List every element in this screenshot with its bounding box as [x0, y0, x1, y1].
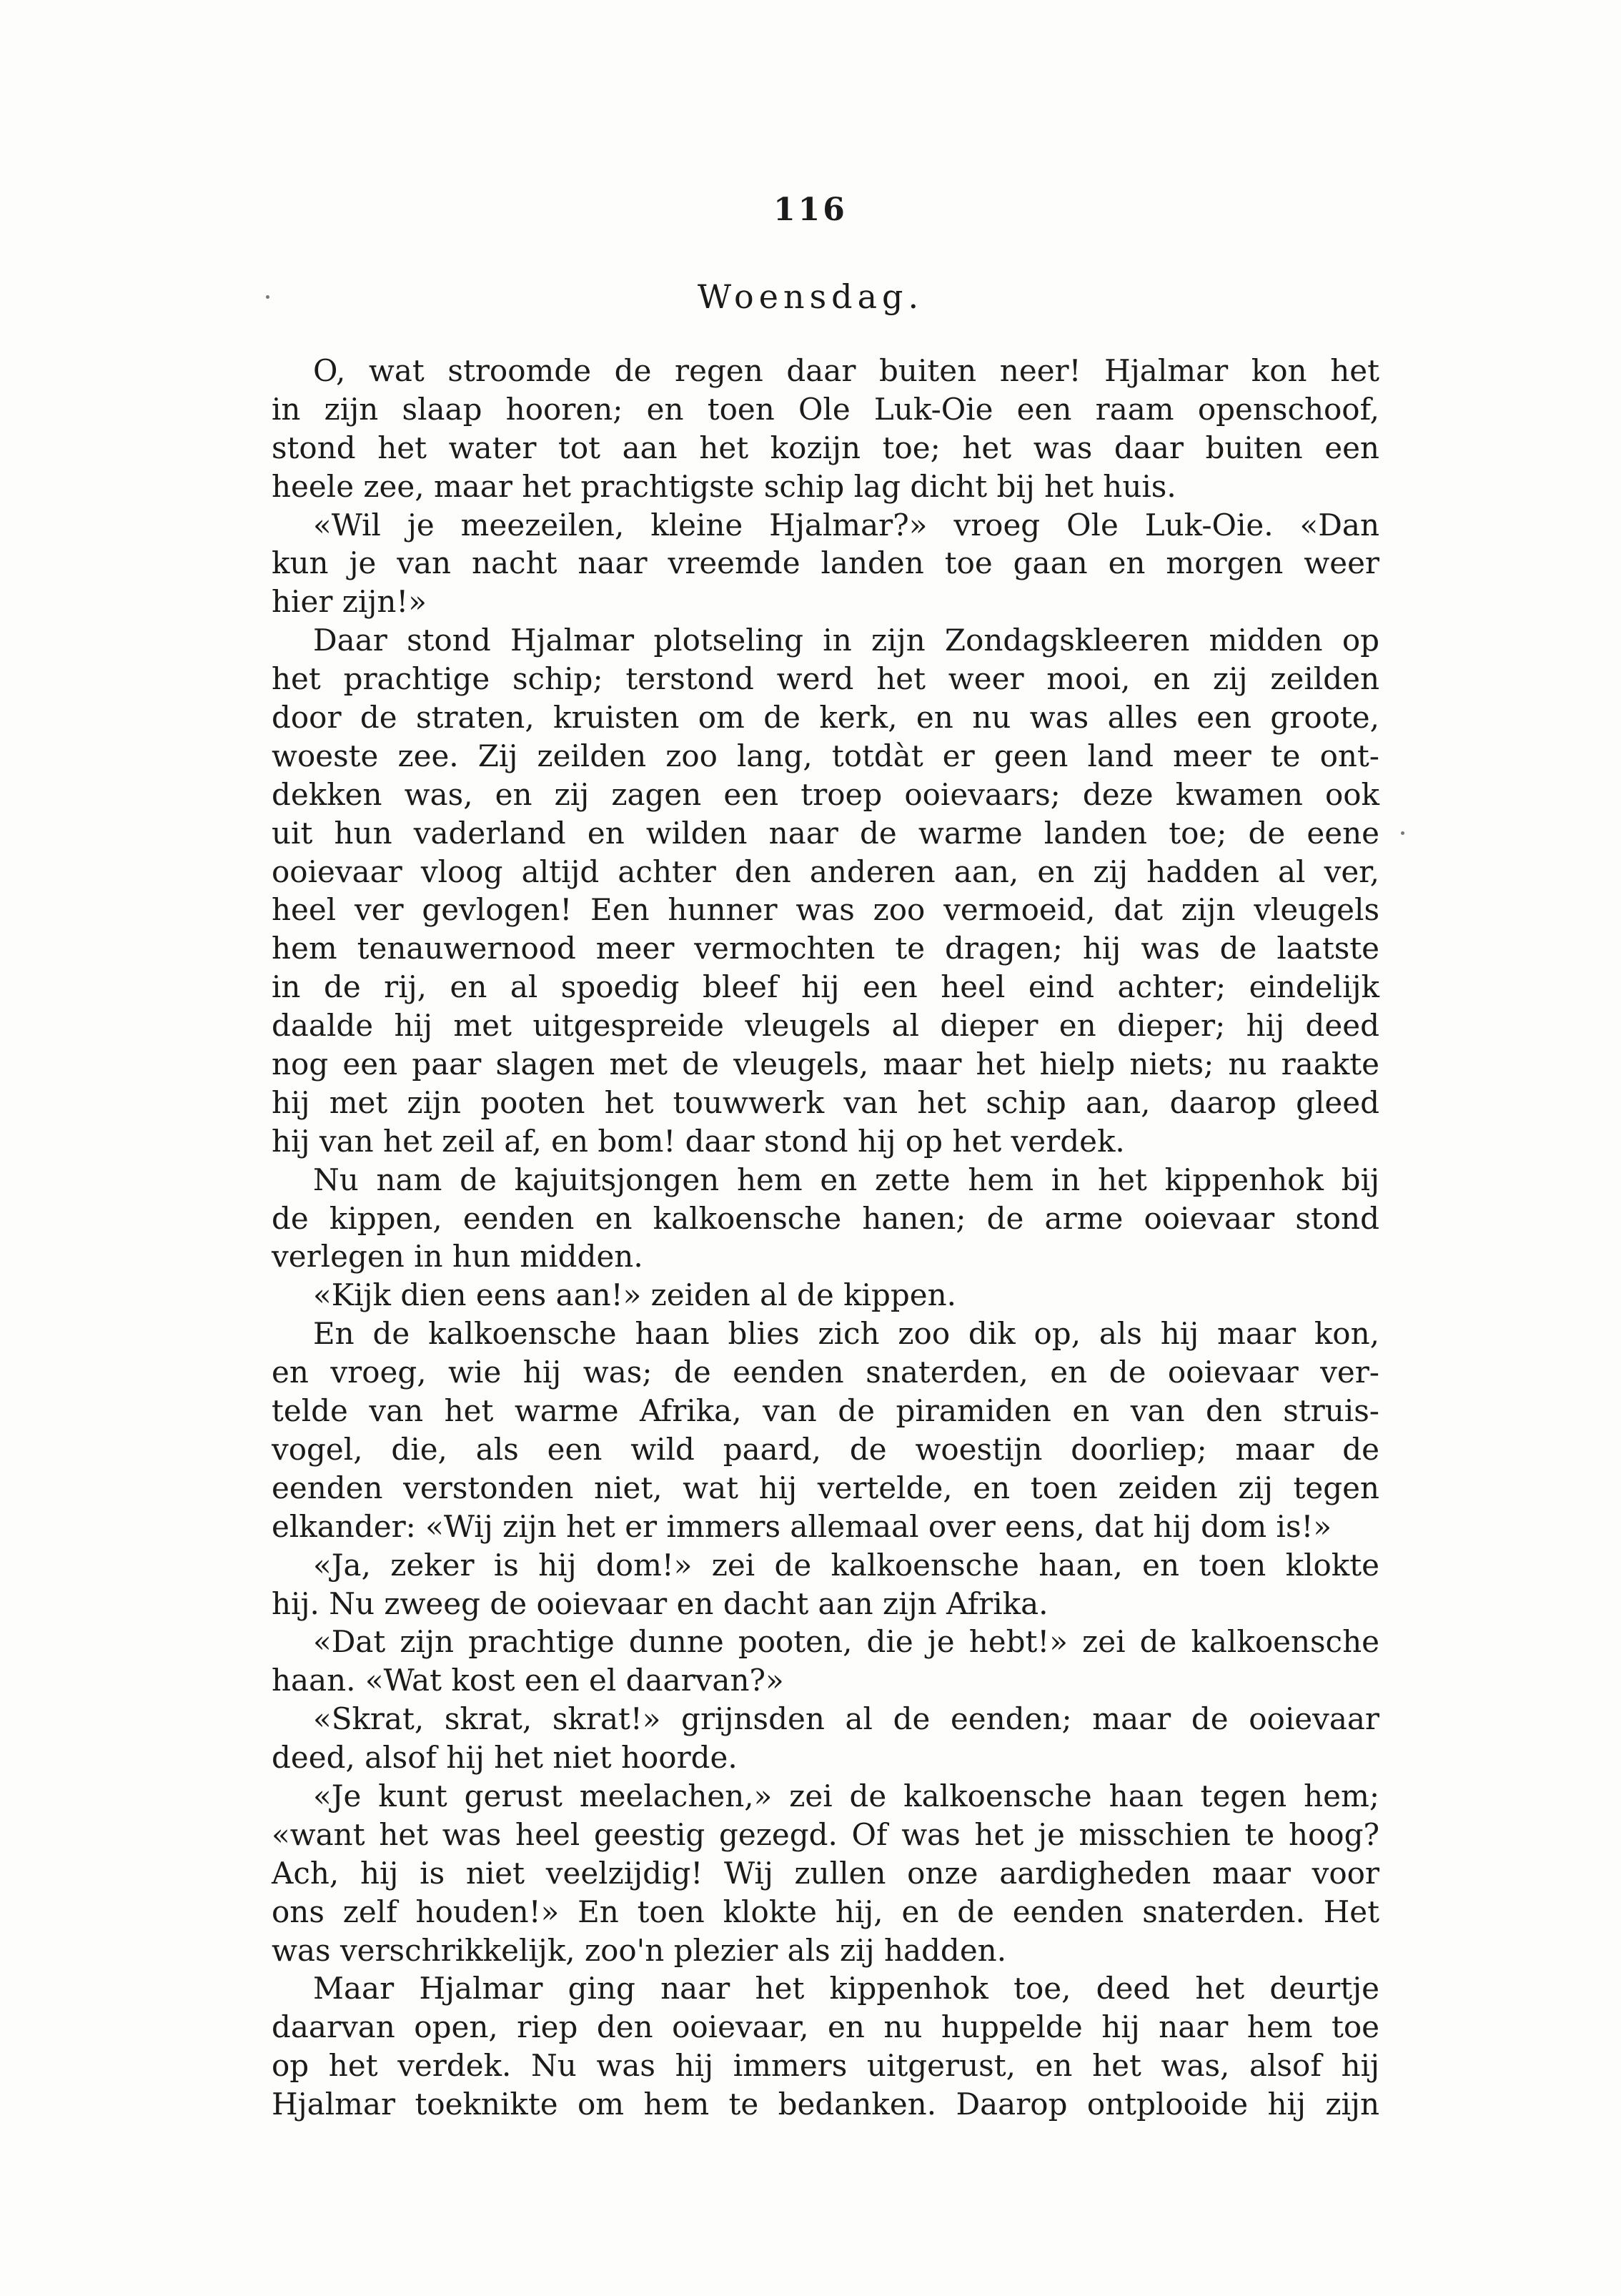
- text-line: door de straten, kruisten om de kerk, en nu was alles een groote,: [272, 700, 1379, 736]
- text-line: «Je kunt gerust meelachen,» zei de kalkoensche haan tegen hem;: [313, 1778, 1379, 1813]
- text-line: hij. Nu zweeg de ooievaar en dacht aan zijn Afrika.: [272, 1585, 1049, 1621]
- text-line: de kippen, eenden en kalkoensche hanen; de arme ooievaar stond: [272, 1200, 1379, 1236]
- text-line: hem tenauwernood meer vermochten te dragen; hij was de laatste: [272, 931, 1379, 966]
- text-line: «Wil je meezeilen, kleine Hjalmar?» vroeg Ole Luk-Oie. «Dan: [313, 507, 1379, 543]
- text-line: hier zijn!»: [272, 584, 427, 620]
- text-line: «Dat zijn prachtige dunne pooten, die je hebt!» zei de kalkoensche: [313, 1624, 1379, 1660]
- text-line: en vroeg, wie hij was; de eenden snaterden, en de ooievaar ver-: [272, 1355, 1379, 1390]
- text-line: in zijn slaap hooren; en toen Ole Luk-Oie een raam openschoof,: [272, 391, 1379, 427]
- text-line: En de kalkoensche haan blies zich zoo dik op, als hij maar kon,: [313, 1316, 1379, 1352]
- text-line: Maar Hjalmar ging naar het kippenhok toe, deed het deurtje: [313, 1971, 1379, 2006]
- text-line: kun je van nacht naar vreemde landen toe gaan en morgen weer: [272, 545, 1379, 581]
- text-line: deed, alsof hij het niet hoorde.: [272, 1740, 738, 1776]
- print-speck: [266, 295, 269, 299]
- text-line: hij van het zeil af, en bom! daar stond hij op het verdek.: [272, 1123, 1125, 1159]
- text-line: ooievaar vloog altijd achter den anderen aan, en zij hadden al ver,: [272, 853, 1379, 889]
- page-number: 116: [773, 192, 848, 228]
- print-speck: [1401, 831, 1404, 835]
- text-line: daalde hij met uitgespreide vleugels al dieper en dieper; hij deed: [272, 1008, 1379, 1044]
- text-line: heel ver gevlogen! Een hunner was zoo vermoeid, dat zijn vleugels: [272, 892, 1379, 928]
- text-line: nog een paar slagen met de vleugels, maar het hielp niets; nu raakte: [272, 1046, 1379, 1082]
- text-line: het prachtige schip; terstond werd het weer mooi, en zij zeilden: [272, 661, 1379, 697]
- text-line: «Kijk dien eens aan!» zeiden al de kippen.: [313, 1277, 957, 1313]
- text-line: «Skrat, skrat, skrat!» grijnsden al de eenden; maar de ooievaar: [313, 1701, 1379, 1737]
- chapter-title: Woensdag.: [697, 277, 924, 316]
- text-line: O, wat stroomde de regen daar buiten neer! Hjalmar kon het: [313, 353, 1379, 388]
- text-line: daarvan open, riep den ooievaar, en nu huppelde hij naar hem toe: [272, 2009, 1379, 2045]
- text-line: hij met zijn pooten het touwwerk van het schip aan, daarop gleed: [272, 1084, 1379, 1120]
- text-line: Hjalmar toeknikte om hem te bedanken. Daarop ontplooide hij zijn: [272, 2087, 1379, 2122]
- text-line: uit hun vaderland en wilden naar de warme landen toe; de eene: [272, 815, 1379, 851]
- text-line: Nu nam de kajuitsjongen hem en zette hem in het kippenhok bij: [313, 1162, 1379, 1197]
- text-line: heele zee, maar het prachtigste schip lag dicht bij het huis.: [272, 468, 1176, 504]
- text-line: telde van het warme Afrika, van de piramiden en van den struis-: [272, 1393, 1379, 1429]
- text-line: «Ja, zeker is hij dom!» zei de kalkoensche haan, en toen klokte: [313, 1547, 1379, 1583]
- text-line: verlegen in hun midden.: [272, 1239, 643, 1275]
- text-line: stond het water tot aan het kozijn toe; het was daar buiten een: [272, 430, 1379, 465]
- text-line: dekken was, en zij zagen een troep ooievaars; deze kwamen ook: [272, 776, 1379, 812]
- text-line: was verschrikkelijk, zoo'n plezier als zij hadden.: [272, 1932, 1007, 1968]
- text-line: «want het was heel geestig gezegd. Of was het je misschien te hoog?: [272, 1816, 1379, 1852]
- text-line: vogel, die, als een wild paard, de woestijn doorliep; maar de: [272, 1431, 1379, 1467]
- text-line: Ach, hij is niet veelzijdig! Wij zullen onze aardigheden maar voor: [272, 1855, 1379, 1891]
- text-line: ons zelf houden!» En toen klokte hij, en de eenden snaterden. Het: [272, 1894, 1379, 1929]
- text-line: in de rij, en al spoedig bleef hij een heel eind achter; eindelijk: [272, 969, 1379, 1005]
- text-line: elkander: «Wij zijn het er immers allemaal over eens, dat hij dom is!»: [272, 1508, 1332, 1544]
- text-line: eenden verstonden niet, wat hij vertelde, en toen zeiden zij tegen: [272, 1470, 1379, 1505]
- text-line: op het verdek. Nu was hij immers uitgerust, en het was, alsof hij: [272, 2048, 1379, 2084]
- body-text: [272, 352, 1379, 2124]
- text-line: Daar stond Hjalmar plotseling in zijn Zondagskleeren midden op: [313, 623, 1379, 658]
- text-line: haan. «Wat kost een el daarvan?»: [272, 1663, 784, 1698]
- text-line: woeste zee. Zij zeilden zoo lang, totdàt er geen land meer te ont-: [272, 738, 1379, 773]
